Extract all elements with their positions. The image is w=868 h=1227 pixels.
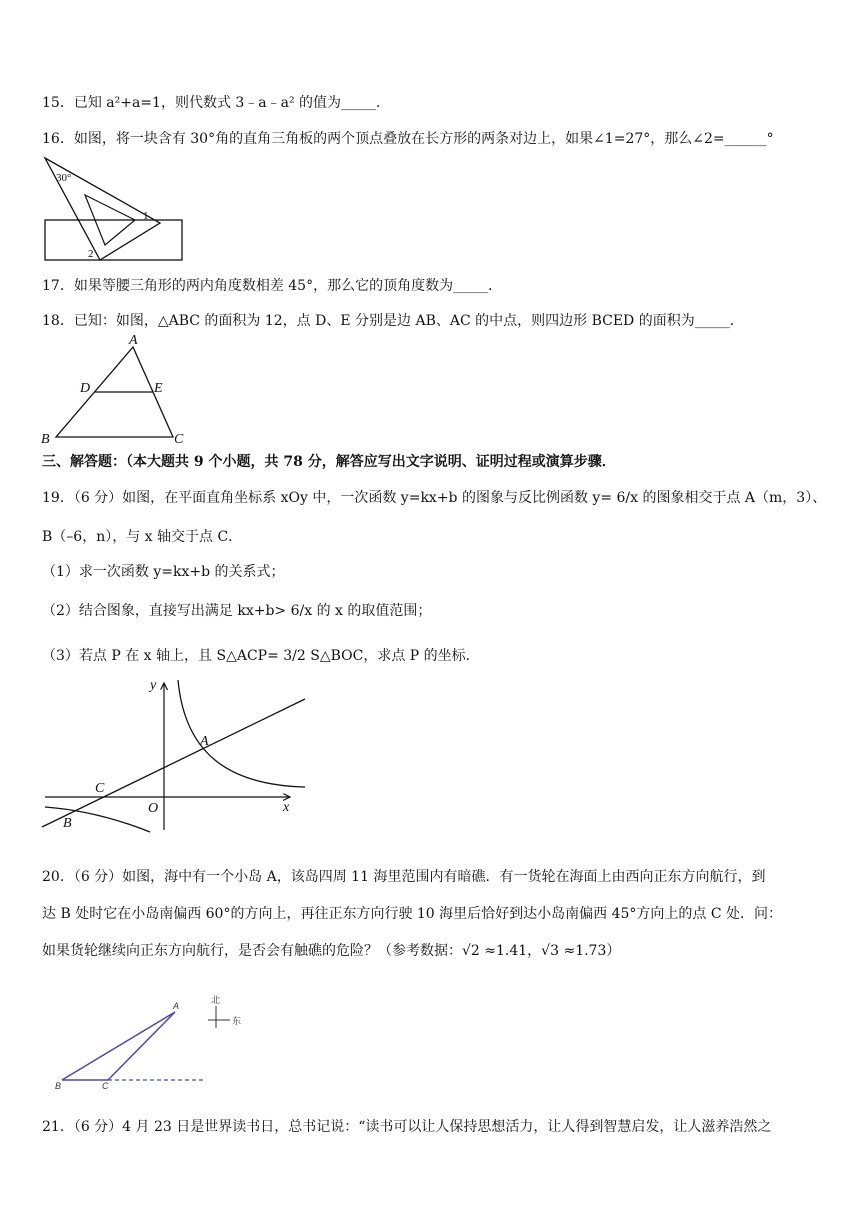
question-15: 15．已知 a²+a=1，则代数式 3﹣a﹣a² 的值为_____． (42, 95, 391, 111)
east-label: 东 (232, 1016, 242, 1026)
linear-function-line (42, 699, 305, 827)
question-18: 18．已知：如图，△ABC 的面积为 12，点 D、E 分别是边 AB、AC 的中点，则四边形 BCED 的面积为_____． (42, 313, 744, 329)
angle-30-label: 30° (56, 172, 72, 184)
angle-2-label: 2 (88, 248, 94, 260)
section-3-heading: 三、解答题：（本大题共 9 个小题，共 78 分，解答应写出文字说明、证明过程或演算步骤． (42, 454, 616, 470)
label-a: A (173, 1001, 180, 1011)
compass-icon (208, 994, 241, 1028)
question-19-part3: （3）若点 P 在 x 轴上，且 S△ACP= 3/2 S△BOC，求点 P 的坐标． (42, 648, 480, 664)
hyperbola-branch-1 (178, 680, 305, 787)
hyperbola-branch-2 (45, 807, 150, 832)
figure-20 (50, 990, 260, 1090)
label-d: D (80, 381, 91, 396)
label-x: x (283, 800, 290, 815)
question-20-line1: 20．（6 分）如图，海中有一个小岛 A，该岛四周 11 海里范围内有暗礁．有一货轮在海面上由西向正东方向航行，到 (42, 869, 766, 885)
angle-1-label: 1 (143, 210, 149, 222)
label-o: O (148, 801, 159, 816)
rectangle (45, 220, 182, 260)
question-19-part1: （1）求一次函数 y=kx+b 的关系式； (42, 564, 285, 580)
question-19-line2: B（–6，n），与 x 轴交于点 C． (42, 529, 243, 545)
label-b: B (55, 1081, 62, 1090)
label-b: B (63, 816, 72, 831)
label-b: B (41, 432, 50, 447)
question-19-line1: 19．（6 分）如图，在平面直角坐标系 xOy 中，一次函数 y=kx+b 的图象与反比例函数 y= 6/x 的图象相交于点 A（m，3）、 (42, 490, 827, 506)
label-c: C (95, 781, 105, 796)
label-c: C (102, 1081, 109, 1090)
question-20-line3: 如果货轮继续向正东方向航行，是否会有触礁的危险？（参考数据：√2 ≈1.41，√3 ≈1.73） (42, 943, 621, 959)
label-a: A (129, 333, 138, 348)
label-a: A (200, 734, 209, 749)
question-20-line2: 达 B 处时它在小岛南偏西 60°的方向上，再往正东方向行驶 10 海里后恰好到达小岛南偏西 45°方向上的点 C 处．问： (42, 906, 783, 922)
question-17: 17．如果等腰三角形的两内角度数相差 45°，那么它的顶角度数为_____． (42, 278, 503, 294)
figure-19 (40, 675, 310, 835)
north-label: 北 (211, 995, 221, 1005)
question-21: 21．（6 分）4 月 23 日是世界读书日，总书记说：“读书可以让人保持思想活力，让人得到智慧启发，让人滋养浩然之 (42, 1119, 772, 1135)
figure-16 (40, 155, 190, 265)
label-y: y (150, 678, 157, 693)
label-c: C (174, 432, 184, 447)
figure-18 (38, 332, 198, 447)
question-16: 16．如图，将一块含有 30°角的直角三角板的两个顶点叠放在长方形的两条对边上，如果∠1=27°，那么∠2=______° (42, 131, 774, 147)
question-19-part2: （2）结合图象，直接写出满足 kx+b> 6/x 的 x 的取值范围； (42, 603, 432, 619)
label-e: E (154, 381, 163, 396)
